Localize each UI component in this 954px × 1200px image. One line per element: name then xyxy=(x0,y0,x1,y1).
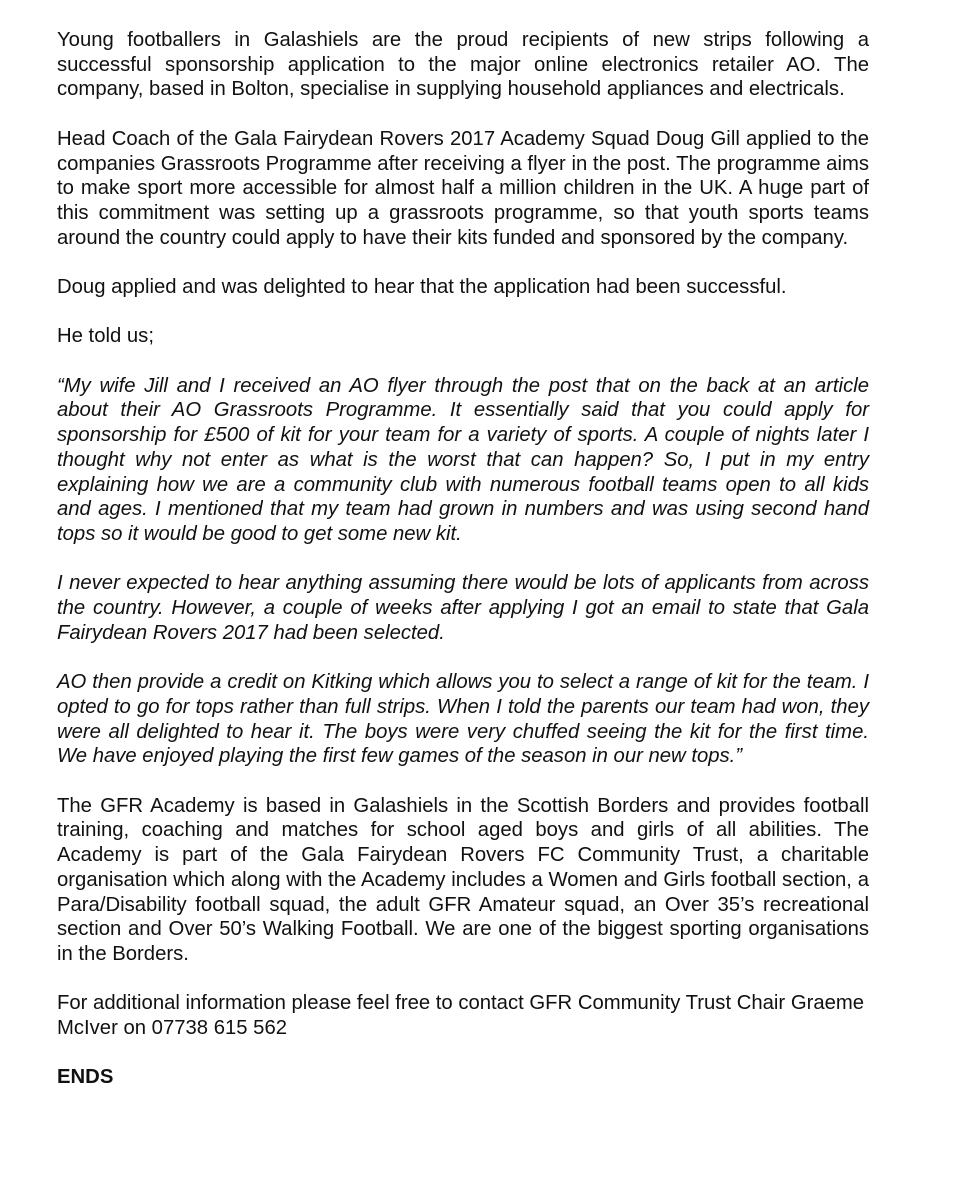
quote-paragraph-2: I never expected to hear anything assuming there would be lots of applicants from across the country. However, a couple of weeks after applying I got an email to state that Gala Fairydean Rovers 2017 had been selected. xyxy=(57,572,869,644)
quote-paragraph-1: “My wife Jill and I received an AO flyer through the post that on the back at an article about their AO Grassroots Programme. It essentially said that you could apply for sponsorship for £500 of kit for your team for a variety of sports. A couple of nights later I thought why not enter as what is the worst that can happen? So, I put in my entry explaining how we are a community club with numerous football teams open to all kids and ages. I mentioned that my team had grown in numbers and was using second hand tops so it would be good to get some new kit. xyxy=(57,374,869,545)
application-success-paragraph: Doug applied and was delighted to hear that the application had been successful. xyxy=(57,276,787,298)
academy-info-paragraph: The GFR Academy is based in Galashiels in the Scottish Borders and provides football training, coaching and matches for school aged boys and girls of all abilities. The Academy is part of the Gala Fairydean Rovers FC Community Trust, a charitable organisation which along with the Academy includes a Women and Girls football section, a Para/Disability football squad, the adult GFR Amateur squad, an Over 35’s recreational section and Over 50’s Walking Football. We are one of the biggest sporting organisations in the Borders. xyxy=(57,794,869,965)
ends-marker: ENDS xyxy=(57,1066,114,1089)
intro-paragraph: Young footballers in Galashiels are the proud recipients of new strips following a successful sponsorship application to the major online electronics retailer AO. The company, based in Bolton, specialise in supplying household appliances and electricals. xyxy=(57,29,869,101)
press-release-body xyxy=(57,28,869,1090)
contact-paragraph: For additional information please feel free to contact GFR Community Trust Chair Graeme McIver on 07738 615 562 xyxy=(57,992,865,1039)
head-coach-paragraph: Head Coach of the Gala Fairydean Rovers 2017 Academy Squad Doug Gill applied to the companies Grassroots Programme after receiving a flyer in the post. The programme aims to make sport more accessible for almost half a million children in the UK. A huge part of this commitment was setting up a grassroots programme, so that youth sports teams around the country could apply to have their kits funded and sponsored by the company. xyxy=(57,127,869,249)
quote-paragraph-3: AO then provide a credit on Kitking which allows you to select a range of kit for the team. I opted to go for tops rather than full strips. When I told the parents our team had won, they were all delighted to hear it. The boys were very chuffed seeing the kit for the first time. We have enjoyed playing the first few games of the season in our new tops.” xyxy=(57,671,869,768)
he-told-us-line: He told us; xyxy=(57,325,154,348)
